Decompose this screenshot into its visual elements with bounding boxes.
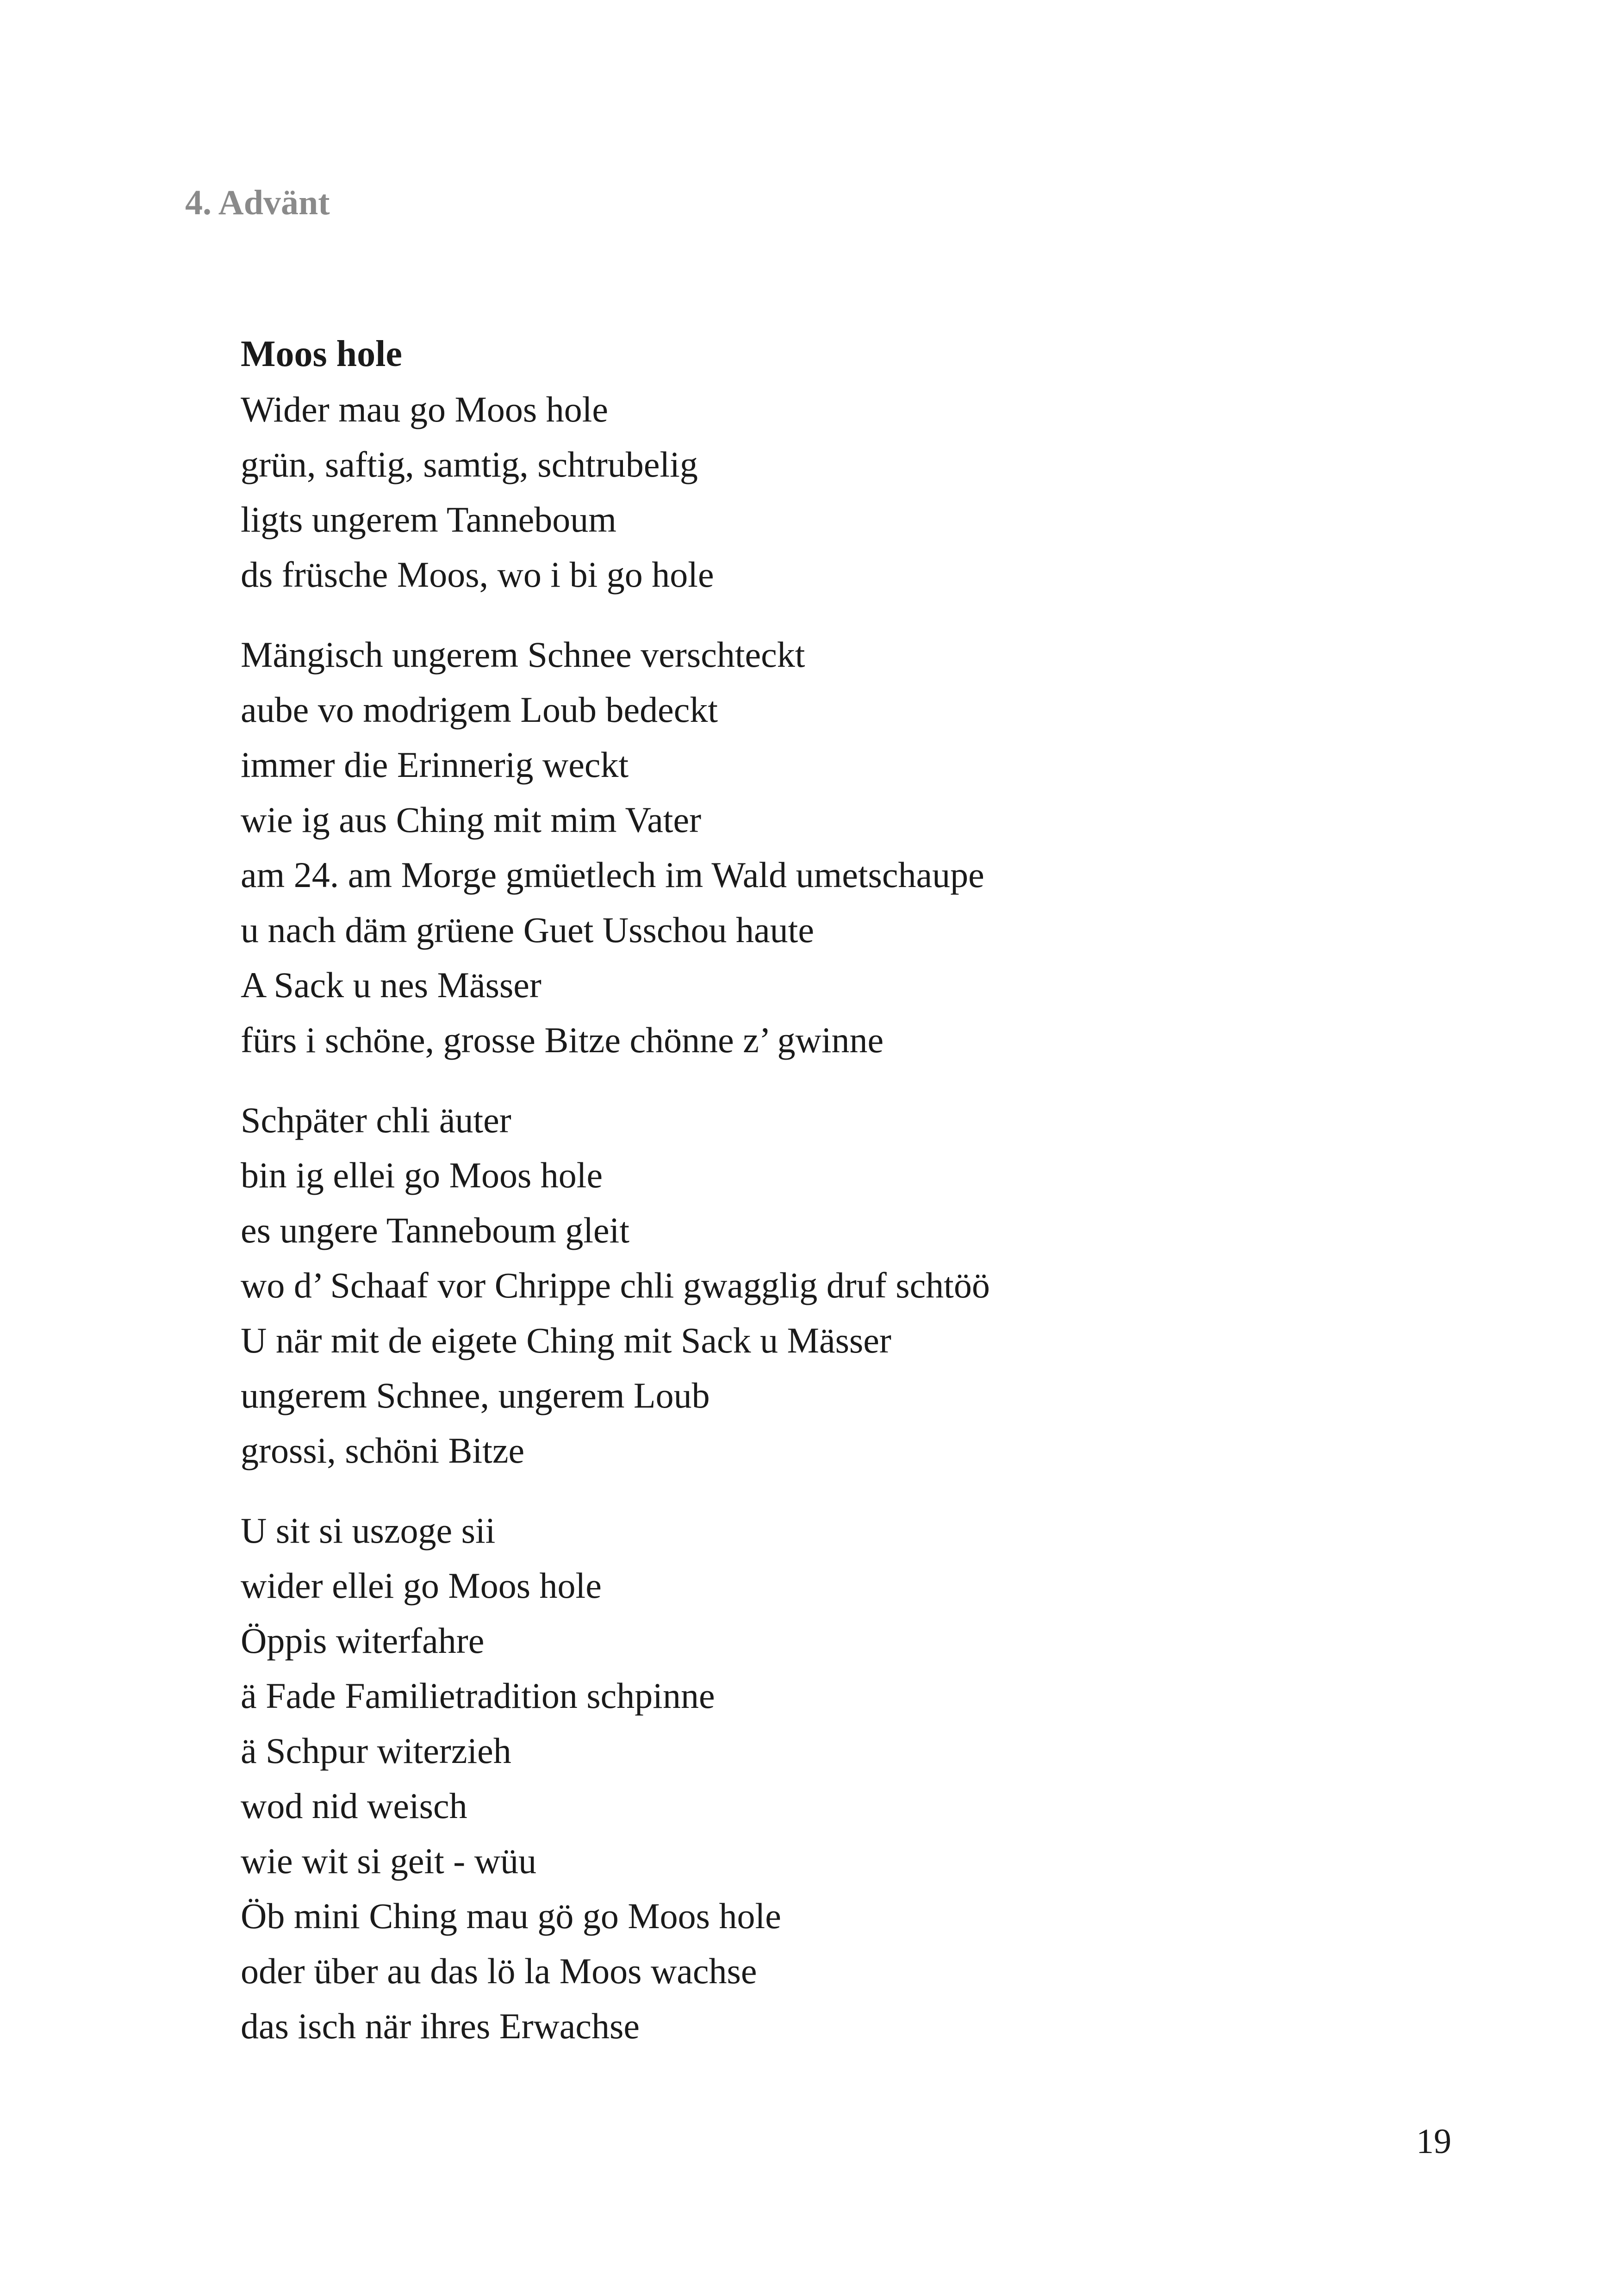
- section-heading: 4. Advänt: [185, 183, 330, 222]
- poem-line: ä Fade Familietradition schpinne: [241, 1675, 715, 1716]
- poem-line: am 24. am Morge gmüetlech im Wald umetschaupe: [241, 855, 984, 895]
- poem-line: A Sack u nes Mässer: [241, 965, 541, 1005]
- stanza: [241, 1503, 1490, 2054]
- poem-title: Moos hole: [241, 334, 402, 374]
- poem-line: ä Schpur witerzieh: [241, 1731, 511, 1771]
- page-number: 19: [1416, 2122, 1451, 2161]
- poem-line: aube vo modrigem Loub bedeckt: [241, 689, 718, 730]
- poem-line: ds früsche Moos, wo i bi go hole: [241, 554, 714, 595]
- poem-line: ungerem Schnee, ungerem Loub: [241, 1375, 710, 1415]
- poem-line: grün, saftig, samtig, schtrubelig: [241, 444, 698, 484]
- poem-line: U sit si uszoge sii: [241, 1510, 496, 1551]
- poem-line: bin ig ellei go Moos hole: [241, 1155, 603, 1195]
- poem-line: Öb mini Ching mau gö go Moos hole: [241, 1896, 781, 1936]
- poem-line: wider ellei go Moos hole: [241, 1565, 602, 1606]
- stanza: [241, 382, 1490, 602]
- stanza: [241, 1092, 1490, 1478]
- poem-line: wie ig aus Ching mit mim Vater: [241, 800, 702, 840]
- poem-line: Öppis witerfahre: [241, 1620, 485, 1661]
- poem-line: oder über au das lö la Moos wachse: [241, 1951, 757, 1991]
- poem-line: wie wit si geit - wüu: [241, 1841, 537, 1881]
- poem-line: wo d’ Schaaf vor Chrippe chli gwagglig druf schtöö: [241, 1265, 990, 1305]
- poem-line: grossi, schöni Bitze: [241, 1430, 525, 1471]
- poem-line: Schpäter chli äuter: [241, 1100, 511, 1140]
- poem-line: fürs i schöne, grosse Bitze chönne z’ gwinne: [241, 1020, 884, 1060]
- poem-line: immer die Erinnerig weckt: [241, 745, 629, 785]
- poem-line: Wider mau go Moos hole: [241, 389, 609, 429]
- stanza: [241, 627, 1490, 1067]
- poem-line: wod nid weisch: [241, 1786, 467, 1826]
- poem-line: u nach däm grüene Guet Usschou haute: [241, 910, 814, 950]
- poem-line: es ungere Tanneboum gleit: [241, 1210, 630, 1250]
- poem: [241, 326, 1490, 2079]
- poem-line: ligts ungerem Tanneboum: [241, 499, 616, 540]
- poem-line: Mängisch ungerem Schnee verschteckt: [241, 634, 805, 675]
- poem-line: das isch när ihres Erwachse: [241, 2006, 640, 2046]
- poem-line: U när mit de eigete Ching mit Sack u Mässer: [241, 1320, 891, 1360]
